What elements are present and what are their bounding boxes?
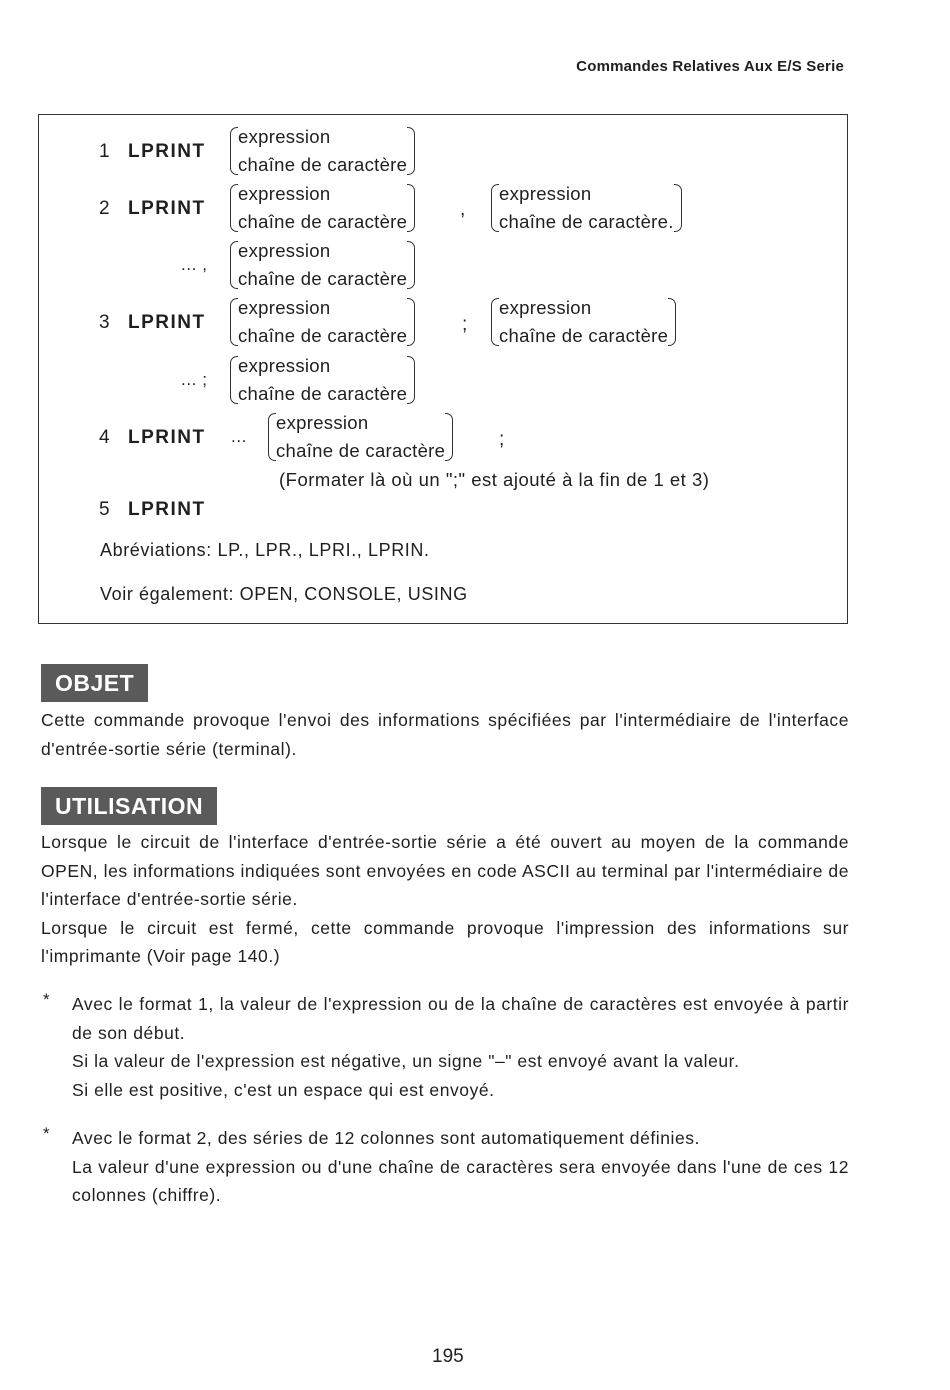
utilisation-paragraph-2: Lorsque le circuit est fermé, cette commande provoque l'impression des informations sur l'imprimante (Voir page 140.) [41, 917, 849, 966]
left-brace-icon [491, 184, 499, 232]
alt-expression: expression [276, 412, 369, 433]
alt-string: chaîne de caractère [238, 154, 408, 175]
format-3-keyword: LPRINT [128, 312, 206, 333]
note-1-line-1: Avec le format 1, la valeur de l'expression ou de la chaîne de caractères est envoyée à partir de son début. [72, 994, 849, 1043]
format-2-number: 2 [99, 198, 111, 219]
objet-paragraph [41, 706, 849, 763]
note-2-line-1: Avec le format 2, des séries de 12 colonnes sont automatiquement définies. [72, 1128, 700, 1148]
alt-string-period: chaîne de caractère. [499, 211, 674, 232]
page-number: 195 [432, 1346, 464, 1367]
format-2-alternatives-2 [491, 180, 682, 236]
left-brace-icon [268, 413, 276, 461]
left-brace-icon [230, 356, 238, 404]
format-2-alternatives-3 [230, 237, 415, 293]
format-3-alternatives-3 [230, 352, 415, 408]
see-also: Voir également: OPEN, CONSOLE, USING [100, 584, 468, 604]
utilisation-paragraphs [41, 828, 849, 971]
format-4-prefix: ... [231, 427, 247, 446]
note-1 [72, 990, 849, 1104]
format-4-note: (Formater là où un ";" est ajouté à la fin de 1 et 3) [279, 469, 710, 490]
note-1-asterisk: * [43, 990, 50, 1009]
format-4-suffix: ; [499, 429, 505, 450]
format-2-continuation: ... , [181, 255, 208, 274]
right-brace-icon [445, 413, 453, 461]
format-4-alternatives [268, 409, 453, 465]
right-brace-icon [674, 184, 682, 232]
format-3-separator: ; [462, 314, 468, 335]
right-brace-icon [407, 184, 415, 232]
left-brace-icon [230, 241, 238, 289]
utilisation-heading: UTILISATION [41, 787, 217, 825]
note-1-line-2: Si la valeur de l'expression est négative, un signe "–" est envoyé avant la valeur. [72, 1051, 740, 1071]
right-brace-icon [407, 298, 415, 346]
format-3-number: 3 [99, 312, 111, 333]
syntax-box [38, 114, 848, 624]
left-brace-icon [491, 298, 499, 346]
alt-string: chaîne de caractère [238, 325, 408, 346]
note-2 [72, 1124, 849, 1210]
left-brace-icon [230, 298, 238, 346]
format-4-keyword: LPRINT [128, 427, 206, 448]
alt-string: chaîne de caractère [238, 268, 408, 289]
format-1-keyword: LPRINT [128, 141, 206, 162]
right-brace-icon [407, 127, 415, 175]
running-header: Commandes Relatives Aux E/S Serie [576, 58, 844, 75]
objet-text: Cette commande provoque l'envoi des informations spécifiées par l'intermédiaire de l'interface d'entrée-sortie série (terminal). [41, 710, 849, 759]
alt-string: chaîne de caractère [276, 440, 446, 461]
format-1-number: 1 [99, 141, 111, 162]
right-brace-icon [668, 298, 676, 346]
format-2-alternatives-1 [230, 180, 415, 236]
utilisation-paragraph-1: Lorsque le circuit de l'interface d'entrée-sortie série a été ouvert au moyen de la commande OPEN, les informations indiquées sont envoyées en code ASCII au terminal par l'intermédiaire de l'interface d'entrée-sortie série. [41, 832, 849, 909]
note-2-line-2: La valeur d'une expression ou d'une chaîne de caractères sera envoyée dans l'une de ces 12 colonnes (chiffre). [72, 1156, 849, 1205]
alt-expression: expression [238, 240, 331, 261]
left-brace-icon [230, 184, 238, 232]
format-2-keyword: LPRINT [128, 198, 206, 219]
objet-heading: OBJET [41, 664, 148, 702]
alt-expression: expression [499, 297, 592, 318]
alt-expression: expression [499, 183, 592, 204]
format-5-number: 5 [99, 499, 111, 520]
right-brace-icon [407, 356, 415, 404]
format-3-continuation: ... ; [181, 370, 208, 389]
alt-expression: expression [238, 183, 331, 204]
format-3-alternatives-2 [491, 294, 676, 350]
right-brace-icon [407, 241, 415, 289]
abbreviations: Abréviations: LP., LPR., LPRI., LPRIN. [100, 540, 430, 560]
format-4-number: 4 [99, 427, 111, 448]
alt-expression: expression [238, 126, 331, 147]
alt-expression: expression [238, 355, 331, 376]
alt-string: chaîne de caractère [238, 211, 408, 232]
format-2-separator: , [460, 199, 466, 220]
alt-string: chaîne de caractère [499, 325, 669, 346]
format-5-keyword: LPRINT [128, 499, 206, 520]
format-3-alternatives-1 [230, 294, 415, 350]
format-1-alternatives [230, 123, 415, 179]
alt-expression: expression [238, 297, 331, 318]
alt-string: chaîne de caractère [238, 383, 408, 404]
note-2-asterisk: * [43, 1124, 50, 1143]
note-1-line-3: Si elle est positive, c'est un espace qui est envoyé. [72, 1079, 495, 1100]
left-brace-icon [230, 127, 238, 175]
